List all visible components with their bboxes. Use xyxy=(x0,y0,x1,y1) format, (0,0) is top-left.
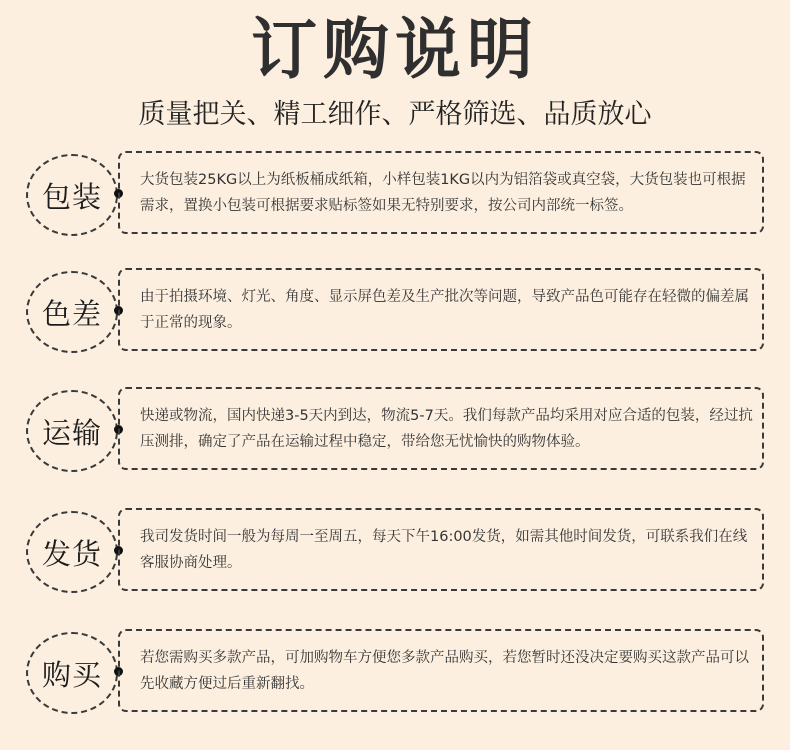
section-description-card: 若您需购买多款产品，可加购物车方便您多款产品购买，若您暂时还没决定要购买这款产品可以先收藏方便过后重新翻找。 xyxy=(118,629,764,712)
section-dispatch xyxy=(0,508,790,608)
section-label-badge: 发货 xyxy=(26,511,118,593)
section-description-card: 由于拍摄环境、灯光、角度、显示屏色差及生产批次等问题，导致产品色可能存在轻微的偏差属于正常的现象。 xyxy=(118,268,764,351)
page-subtitle: 质量把关、精工细作、严格筛选、品质放心 xyxy=(138,99,652,130)
page-title: 订购说明 xyxy=(251,10,539,88)
section-description-card: 快递或物流，国内快递3-5天内到达，物流5-7天。我们每款产品均采用对应合适的包装，经过抗压测排，确定了产品在运输过程中稳定，带给您无忧愉快的购物体验。 xyxy=(118,387,764,470)
section-description-card: 大货包装25KG以上为纸板桶成纸箱，小样包装1KG以内为铝箔袋或真空袋，大货包装也可根据需求，置换小包装可根据要求贴标签如果无特别要求，按公司内部统一标签。 xyxy=(118,151,764,234)
section-label-badge: 包装 xyxy=(26,154,118,236)
section-shipping xyxy=(0,387,790,487)
section-label-badge: 色差 xyxy=(26,271,118,353)
section-label-badge: 运输 xyxy=(26,390,118,472)
section-purchase xyxy=(0,629,790,729)
section-color-difference xyxy=(0,268,790,368)
section-description-card: 我司发货时间一般为每周一至周五，每天下午16:00发货，如需其他时间发货，可联系我们在线客服协商处理。 xyxy=(118,508,764,591)
section-label-badge: 购买 xyxy=(26,632,118,714)
section-packaging xyxy=(0,151,790,251)
